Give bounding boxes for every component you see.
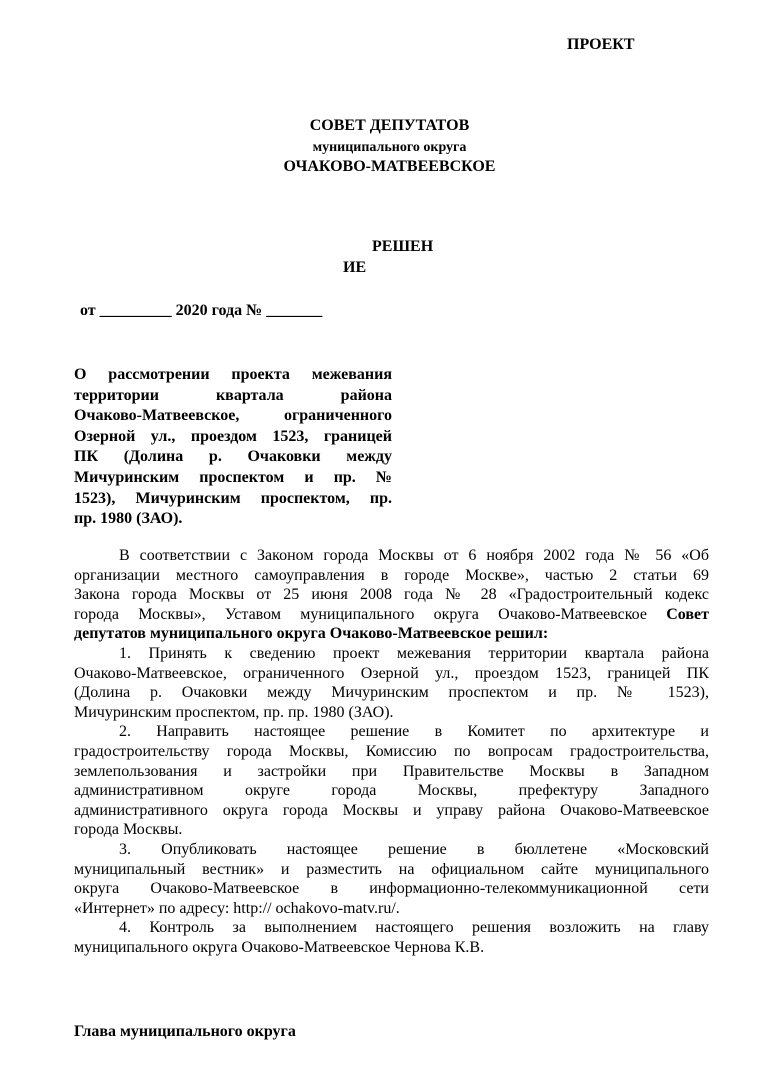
item-2-line: административного округа города Москвы и управу района Очаково-Матвеевское: [74, 801, 709, 819]
item-2-line: землепользования и застройки при Правительстве Москвы в Западном: [74, 762, 709, 780]
item-3-line: 3. Опубликовать настоящее решение в бюллетене «Московский: [119, 840, 709, 858]
item-1-line: Очаково-Матвеевское, ограниченного Озерной ул., проездом 1523, границей ПК: [74, 664, 709, 682]
subject-line: Мичуринским проспектом и пр. №: [74, 468, 392, 486]
decision-date-line: от _________ 2020 года № _______: [80, 302, 323, 319]
subject-line: Очаково-Матвеевское, ограниченного: [74, 407, 392, 425]
preamble-line: Закона города Москвы от 25 июня 2008 года № 28 «Градостроительный кодекс: [74, 586, 709, 604]
subject-line: пр. 1980 (ЗАО).: [74, 510, 183, 528]
council-title: СОВЕТ ДЕПУТАТОВ: [309, 117, 470, 134]
decision-label-part2: ИЕ: [343, 259, 367, 276]
preamble-line-with-bold: [74, 605, 709, 625]
decision-label-part1: РЕШЕН: [372, 238, 434, 255]
item-3-line: муниципальный вестник» и разместить на официальном сайте муниципального: [74, 860, 709, 878]
item-2-line: города Москвы.: [74, 821, 183, 839]
council-district: ОЧАКОВО-МАТВЕЕВСКОЕ: [283, 158, 496, 175]
subject-line: территории квартала района: [74, 386, 392, 404]
item-3-line: «Интернет» по адресу: http:// ochakovo-matv.ru/.: [74, 899, 400, 917]
item-1-line: 1. Принять к сведению проект межевания территории квартала района: [119, 644, 709, 662]
item-2-line: градостроительству города Москвы, Комиссию по вопросам градостроительства,: [74, 742, 709, 760]
decision-body: [74, 546, 709, 957]
item-4-line: муниципального округа Очаково-Матвеевское Чернова К.В.: [74, 938, 485, 956]
signature-head-label: Глава муниципального округа: [74, 1023, 296, 1040]
preamble-line: города Москвы», Уставом муниципального округа Очаково-Матвеевское: [74, 605, 647, 623]
item-2-line: административном округе города Москвы, префектуру Западного: [74, 782, 709, 800]
decision-subject: [74, 365, 392, 530]
council-subtitle: муниципального округа: [312, 140, 467, 155]
item-2-line: 2. Направить настоящее решение в Комитет по архитектуре и: [119, 723, 709, 741]
draft-label: ПРОЕКТ: [567, 36, 635, 53]
item-1-line: (Долина р. Очаковки между Мичуринским проспектом и пр. № 1523),: [74, 684, 709, 702]
preamble-bold-tail: Совет: [666, 605, 710, 623]
item-1-line: Мичуринским проспектом, пр. пр. 1980 (ЗАО).: [74, 703, 394, 721]
subject-line: ПК (Долина р. Очаковки между: [74, 448, 392, 466]
item-4-line: 4. Контроль за выполнением настоящего решения возложить на главу: [119, 919, 709, 937]
preamble-line: организации местного самоуправления в городе Москве», частью 2 статьи 69: [74, 566, 709, 584]
preamble-line: В соответствии с Законом города Москвы от 6 ноября 2002 года № 56 «Об: [119, 547, 709, 564]
item-3-line: округа Очаково-Матвеевское в информационно-телекоммуникационной сети: [74, 880, 709, 898]
preamble-bold-line: депутатов муниципального округа Очаково-Матвеевское решил:: [74, 625, 549, 643]
subject-line: О рассмотрении проекта межевания: [74, 366, 392, 383]
subject-line: Озерной ул., проездом 1523, границей: [74, 427, 392, 445]
subject-line: 1523), Мичуринским проспектом, пр.: [74, 489, 392, 507]
